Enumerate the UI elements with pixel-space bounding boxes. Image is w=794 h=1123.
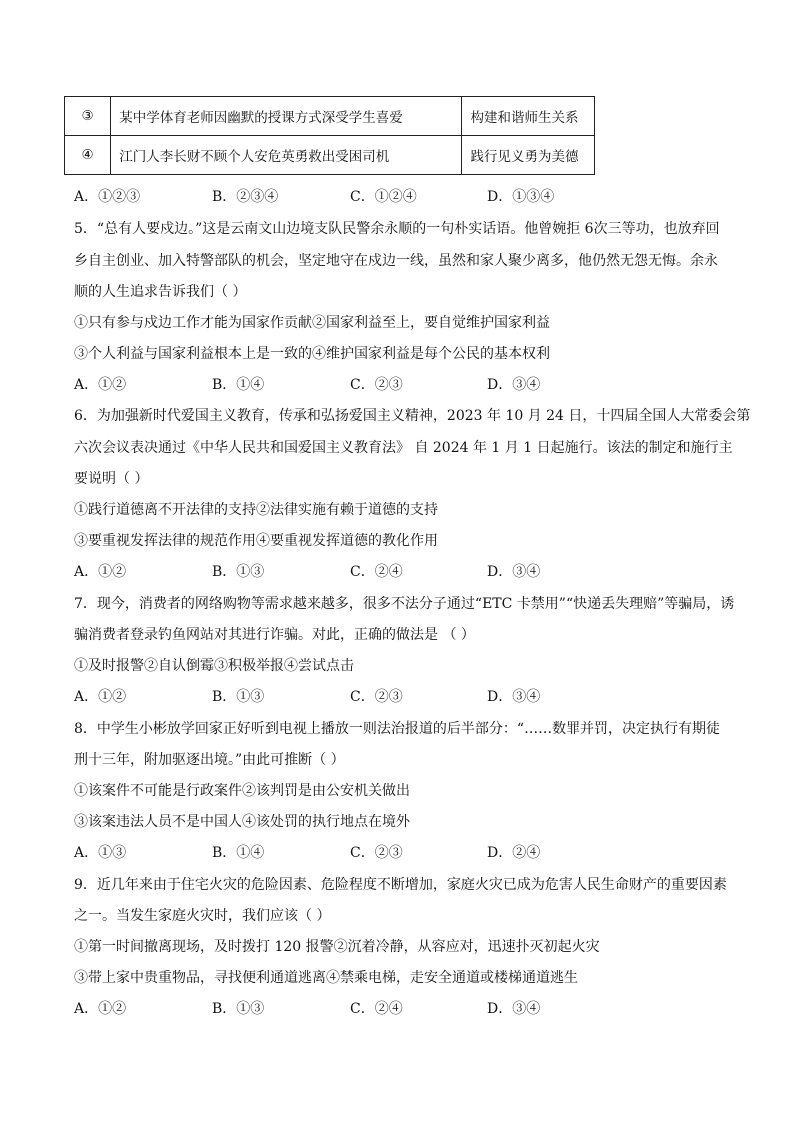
value-description: 践行见义勇为美德 xyxy=(462,136,595,175)
q6-stem-line: 要说明（ ） xyxy=(74,471,149,487)
case-description: 某中学体育老师因幽默的授课方式深受学生喜爱 xyxy=(111,97,462,136)
q7-stem-line: 7．现今，消费者的网络购物等需求越来越多，很多不法分子通过“ETC 卡禁用”“快递丢失理赔”等骗局，诱 xyxy=(74,596,735,612)
q6-statement: ③要重视发挥法律的规范作用④要重视发挥道德的教化作用 xyxy=(74,533,438,549)
option-a[interactable]: A．①② xyxy=(74,1001,127,1017)
q6-statement: ①践行道德离不开法律的支持②法律实施有赖于道德的支持 xyxy=(74,502,438,518)
q9-stem-line: 之一。当发生家庭火灾时，我们应该（ ） xyxy=(74,908,331,924)
option-c[interactable]: C．②③ xyxy=(350,845,403,861)
q8-stem-line: 刑十三年，附加驱逐出境。”由此可推断（ ） xyxy=(74,752,345,768)
q5-statement: ①只有参与戍边工作才能为国家作贡献②国家利益至上，要自觉维护国家利益 xyxy=(74,315,550,331)
q8-options xyxy=(74,843,724,863)
option-c[interactable]: C．①②④ xyxy=(350,189,417,205)
q7-options xyxy=(74,687,724,707)
table-row xyxy=(65,136,595,175)
q5-stem-line: 5．“总有人要戍边。”这是云南文山边境支队民警余永顺的一句朴实话语。他曾婉拒 6次三等功，也放弃回 xyxy=(74,221,720,237)
q5-stem-line: 乡自主创业、加入特警部队的机会，坚定地守在戍边一线，虽然和家人聚少离多，他仍然无怨无悔。余永 xyxy=(74,253,718,269)
row-number: ③ xyxy=(65,97,111,136)
option-a[interactable]: A．①② xyxy=(74,377,127,393)
q8-stem-line: 8．中学生小彬放学回家正好听到电视上播放一则法治报道的后半部分：“……数罪并罚，决定执行有期徒 xyxy=(74,721,721,737)
option-b[interactable]: B．②③④ xyxy=(212,189,279,205)
q8-statement: ①该案件不可能是行政案件②该判罚是由公安机关做出 xyxy=(74,783,410,799)
value-description: 构建和谐师生关系 xyxy=(462,97,595,136)
option-c[interactable]: C．②④ xyxy=(350,1001,403,1017)
option-a[interactable]: A．①② xyxy=(74,689,127,705)
option-a[interactable]: A．①②③ xyxy=(74,189,141,205)
option-b[interactable]: B．①④ xyxy=(212,845,265,861)
row-number: ④ xyxy=(65,136,111,175)
option-d[interactable]: D．③④ xyxy=(487,564,541,580)
option-b[interactable]: B．①③ xyxy=(212,689,265,705)
option-c[interactable]: C．②③ xyxy=(350,377,403,393)
case-table xyxy=(64,96,595,175)
option-d[interactable]: D．①③④ xyxy=(487,189,555,205)
q7-stem-line: 骗消费者登录钓鱼网站对其进行诈骗。对此，正确的做法是 （ ） xyxy=(74,627,475,643)
option-b[interactable]: B．①③ xyxy=(212,1001,265,1017)
option-b[interactable]: B．①④ xyxy=(212,377,265,393)
option-d[interactable]: D．③④ xyxy=(487,1001,541,1017)
q6-stem-line: 六次会议表决通过《中华人民共和国爱国主义教育法》 自 2024 年 1 月 1 日起施行。该法的制定和施行主 xyxy=(74,440,733,456)
q9-statement: ③带上家中贵重物品，寻找便利通道逃离④禁乘电梯，走安全通道或楼梯通道逃生 xyxy=(74,970,578,986)
option-a[interactable]: A．①③ xyxy=(74,845,127,861)
option-d[interactable]: D．③④ xyxy=(487,689,541,705)
table-row xyxy=(65,97,595,136)
option-b[interactable]: B．①③ xyxy=(212,564,265,580)
q6-options xyxy=(74,562,724,582)
q7-statement: ①及时报警②自认倒霉③积极举报④尝试点击 xyxy=(74,658,354,674)
option-c[interactable]: C．②③ xyxy=(350,689,403,705)
option-c[interactable]: C．②④ xyxy=(350,564,403,580)
option-d[interactable]: D．③④ xyxy=(487,377,541,393)
q5-statement: ③个人利益与国家利益根本上是一致的④维护国家利益是每个公民的基本权利 xyxy=(74,346,550,362)
q9-options xyxy=(74,999,724,1019)
q9-statement: ①第一时间撤离现场，及时拨打 120 报警②沉着冷静，从容应对，迅速扑灭初起火灾 xyxy=(74,939,600,955)
q5-stem-line: 顺的人生追求告诉我们（ ） xyxy=(74,284,247,300)
option-a[interactable]: A．①② xyxy=(74,564,127,580)
q9-stem-line: 9．近几年来由于住宅火灾的危险因素、危险程度不断增加，家庭火灾已成为危害人民生命财产的重要因素 xyxy=(74,877,727,893)
q5-options xyxy=(74,375,724,395)
case-description: 江门人李长财不顾个人安危英勇救出受困司机 xyxy=(111,136,462,175)
q6-stem-line: 6．为加强新时代爱国主义教育，传承和弘扬爱国主义精神，2023 年 10 月 24 日，十四届全国人大常委会第 xyxy=(74,408,751,424)
option-d[interactable]: D．②④ xyxy=(487,845,541,861)
q4-options xyxy=(74,187,724,207)
q8-statement: ③该案违法人员不是中国人④该处罚的执行地点在境外 xyxy=(74,814,410,830)
